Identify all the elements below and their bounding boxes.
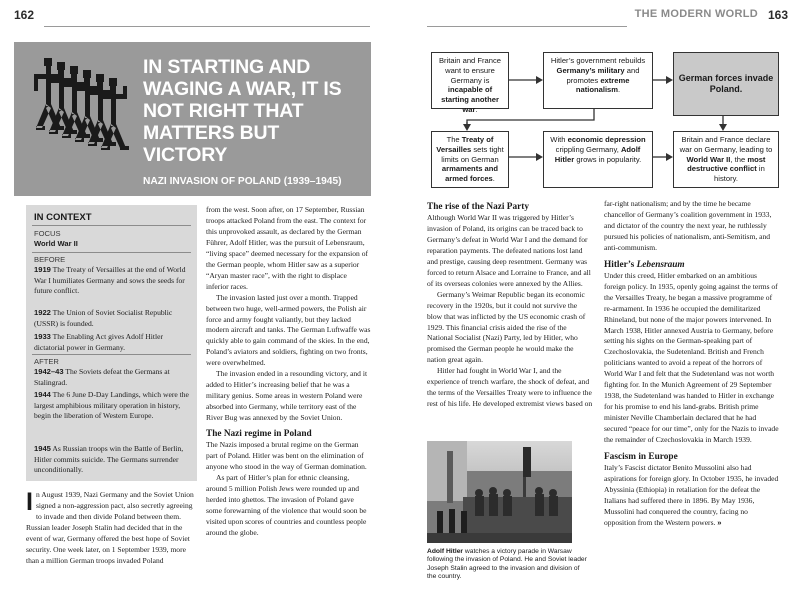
section-title: THE MODERN WORLD [634,8,758,20]
page-subtitle: NAZI INVASION OF POLAND (1939–1945) [143,176,342,187]
body-paragraph: Under this creed, Hitler embarked on an ambitious foreign policy. In 1935, openly going against the terms of the Versailles Treaty, he began a massive programme of re-armament. In 1936 he occupied the demilitarized Rhineland, but none of the major powers intervened. In March 1938, Hitler annexed Austria to Germany, before setting his sights on the German-speaking part of Czechoslovakia, the Sudetenland. British and French politicians wanted to avoid a repeat of the horrors of World War I and felt that the Sudetenland was not worth fighting for. In the Munich Agreement of 29 September 1938, the Sudetenland was handed to Hitler in exchange for his promise to end his land-grabs. British prime minister Neville Chamberlain declared that he had secured “peace for our time”, only for the Nazis to invade the remainder of Czechoslovakia in March 1939. [604,270,779,445]
before-item [34,332,192,353]
marching-swastika-figures-illustration [30,56,134,180]
context-heading: IN CONTEXT [34,212,92,223]
intro-paragraph [26,490,197,567]
context-divider [32,225,191,226]
page-title: IN STARTING AND WAGING A WAR, IT IS NOT RIGHT THAT MATTERS BUT VICTORY [143,56,342,166]
body-column-4 [604,199,780,529]
before-text: The Enabling Act gives Adolf Hitler dictatorial power in Germany. [34,332,163,352]
before-item [34,308,192,329]
body-paragraph: The Nazis imposed a brutal regime on the German part of Poland. Hitler was bent on the elimination of anyone who stood in the way of German domination. [206,440,367,471]
body-paragraph: from the west. Soon after, on 17 September, Russian troops attacked Poland from the east. The context for this unprovoked assault, as declared by the German Führer, Adolf Hitler, was the pursuit of Lebensraum, “living space” deemed necessary for the expansion of the German people, whom Hitler saw as a superior “Aryan master race”, with the right to displace inferior races. [206,205,368,291]
section-heading-lebensraum: Hitler’s Lebensraum [604,259,685,270]
body-paragraph: The invasion lasted just over a month. Trapped between two huge, well-armed powers, the Polish air force and army fought valiantly, but they lacked modern aircraft and tanks. The German Luftwaffe was quickly able to gain command of the skies. In the end, Poland’s aviators and soldiers, fighting on two fronts, were overwhelmed. [206,292,371,368]
after-text: The Soviets defeat the Germans at Stalingrad. [34,367,170,387]
body-paragraph: Hitler had fought in World War I, and the experience of trench warfare, the shock of defeat, and the terms of the Versailles Treaty were to influence the rest of his life. He developed extremist views based on [427,366,593,409]
right-page-number: 163 [767,8,788,22]
after-item [34,367,192,388]
flow-box-economic-depression: With economic depression crippling Germany, Adolf Hitler grows in popularity. [543,131,653,188]
after-text: The 6 June D-Day Landings, which were the largest amphibious military operation in history, begin the liberation of Western Europe. [34,390,189,420]
after-item [34,390,192,422]
context-divider [32,252,191,253]
body-paragraph: As part of Hitler’s plan for ethnic cleansing, around 5 million Polish Jews were rounded up and herded into ghettos. The invasion of Poland gave some forewarning of the violence that would soon be visited upon scores of countries and countless people around the globe. [206,472,367,537]
header-rule-left [44,26,370,27]
section-heading-rise-of-nazi-party: The rise of the Nazi Party [427,202,529,212]
intro-column [26,490,197,567]
body-column-3 [427,199,593,410]
flow-box-german-forces-invade: German forces invade Poland. [673,52,779,116]
marching-figure [99,78,129,150]
intro-text: n August 1939, Nazi Germany and the Soviet Union signed a non-aggression pact, also secretly agreeing to invade and then divide Poland between them. Russian leader Joseph Stalin had decided that in the event of war, Germany offered the best hope of Soviet security. One week later, on 1 September 1939, more than a million German troops invaded Poland [26,490,194,565]
after-text: As Russian troops win the Battle of Berlin, Hitler commits suicide. The Germans surrender unconditionally. [34,444,184,474]
caption-text: watches a victory parade in Warsaw following the invasion of Poland. He and Soviet leader Joseph Stalin agreed to the invasion and division of the country. [427,548,587,580]
after-year: 1942–43 [34,367,64,376]
before-text: The Treaty of Versailles at the end of World War I humiliates Germany and sows the seeds for future conflict. [34,265,186,295]
flow-box-britain-france: Britain and France want to ensure Germany is incapable of starting another war. [431,52,509,109]
focus-label: FOCUS [34,229,61,238]
body-paragraph: Italy’s Fascist dictator Benito Mussolini also had aspirations for foreign glory. In October 1935, he invaded Abyssinia (Ethiopia) in retaliation for the defeat the Italians had suffered there in 1896. By May 1936, Mussolini had conquered the country, facing no opposition from the Western powers. » [604,463,779,527]
before-label: BEFORE [34,255,66,264]
after-label: AFTER [34,357,59,366]
header-rule-right [427,26,627,27]
context-divider [32,354,191,355]
photo-caption [427,548,587,581]
flow-box-hitler-rebuilds: Hitler’s government rebuilds Germany’s military and promotes extreme nationalism. [543,52,653,109]
body-paragraph: Although World War II was triggered by Hitler’s invasion of Poland, its origins can be traced back to Germany’s defeat in World War I and the demand for reparation payments. The defeated nations lost land and prestige, causing deep resentment. Germany was forced to return Alsace and Lorraine to France, and all of its overseas colonies were annexed by the Allies. [427,213,591,288]
after-item [34,444,192,476]
before-year: 1922 [34,308,51,317]
continue-arrow-icon: » [717,517,722,527]
flow-box-treaty-versailles: The Treaty of Versailles sets tight limits on German armaments and armed forces. [431,131,509,188]
in-context-box [26,205,197,481]
focus-value: World War II [34,239,78,248]
drop-cap: I [26,488,33,516]
body-paragraph: Germany’s Weimar Republic began its economic recovery in the 1920s, but it could not survive the blow that was inflicted by the US economic crash of 1929. This financial crisis aided the rise of the National Socialist (Nazi) Party, led by Hitler, who promised the German people he would make the nation great again. [427,289,586,365]
section-heading-nazi-regime: The Nazi regime in Poland [206,429,312,440]
flow-box-war-declared: Britain and France declare war on Germany, leading to World War II, the most destructive conflict in history. [673,131,779,188]
before-year: 1933 [34,332,51,341]
body-paragraph: The invasion ended in a resounding victory, and it added to Hitler’s increasing belief that he was a military genius. Some areas in western Poland were absorbed into Germany, while territory east of the River Bug was annexed by the Soviet Union. [206,369,368,423]
before-year: 1919 [34,265,51,274]
before-text: The Union of Soviet Socialist Republic (USSR) is founded. [34,308,173,328]
section-heading-fascism: Fascism in Europe [604,452,678,463]
caption-bold: Adolf Hitler [427,548,464,555]
parade-photo [427,441,572,543]
body-paragraph: far-right nationalism; and by the time he became chancellor of Germany’s coalition government in 1933, and dictator of the country the next year, he ruthlessly pursued his policies of nationalism, anti-Semitism, and anti-communism. [604,199,772,252]
after-year: 1944 [34,390,51,399]
title-block [14,42,371,196]
body-column-2 [206,205,371,539]
before-item [34,265,192,297]
left-page-number: 162 [14,8,35,22]
after-year: 1945 [34,444,51,453]
